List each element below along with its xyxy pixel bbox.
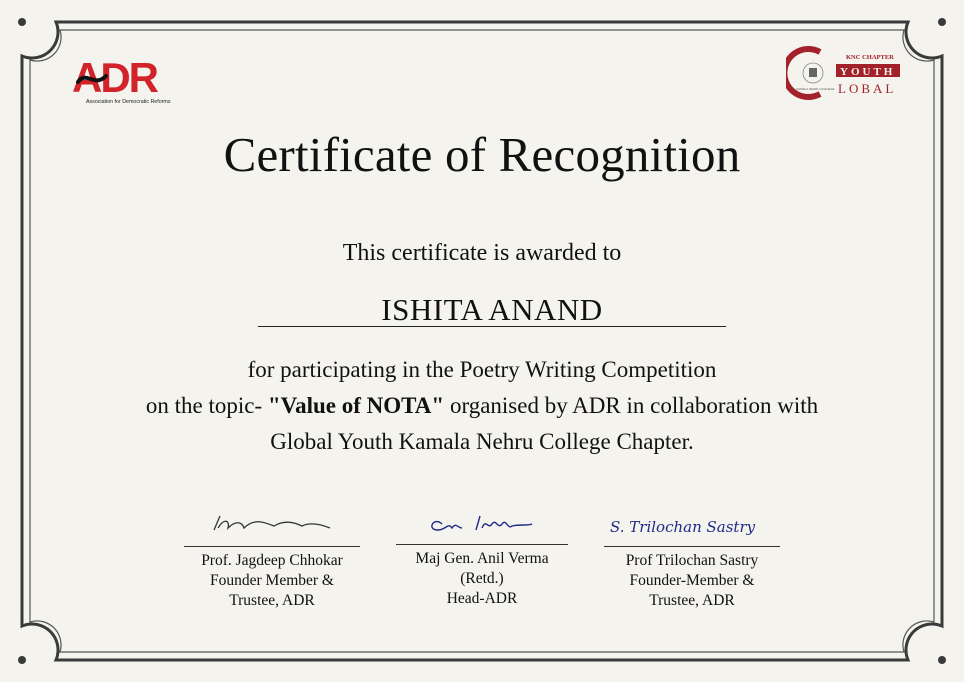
- adr-logo: [72, 56, 188, 106]
- body-line-1: for participating in the Poetry Writing Competition: [247, 357, 717, 382]
- body-line-2: on the topic- "Value of NOTA" organised by ADR in collaboration with: [145, 393, 819, 418]
- awarded-to-text: This certificate is awarded to: [342, 240, 622, 266]
- certificate-body: [0, 352, 964, 460]
- signature-block-chhokar: Prof. Jagdeep Chhokar Founder Member & Trustee, ADR: [184, 510, 360, 611]
- signatory-name: Prof. Jagdeep Chhokar: [201, 552, 343, 569]
- certificate-title: Certificate of Recognition: [223, 127, 741, 182]
- signatory-name: Maj Gen. Anil Verma: [415, 550, 549, 567]
- signature-chhokar-icon: [184, 510, 360, 540]
- global-youth-logo: [786, 44, 902, 100]
- signatory-name: Prof Trilochan Sastry: [625, 552, 759, 569]
- svg-text:S. Trilochan Sastry: S. Trilochan Sastry: [610, 518, 756, 536]
- signature-sastry-icon: [604, 510, 780, 540]
- adr-logo-text: ADR: [72, 56, 157, 101]
- signature-block-verma: Maj Gen. Anil Verma (Retd.) Head-ADR: [396, 508, 568, 609]
- svg-text:KAMALA NEHRU COLLEGE: KAMALA NEHRU COLLEGE: [796, 87, 835, 91]
- adr-tagline: Association for Democratic Reforms: [86, 99, 171, 105]
- chapter-label: KNC CHAPTER: [846, 54, 894, 61]
- signature-block-sastry: S. Trilochan Sastry Prof Trilochan Sastry Founder-Member & Trustee, ADR: [604, 510, 780, 611]
- body-line-3: Global Youth Kamala Nehru College Chapter.: [270, 429, 694, 454]
- lobal-label: LOBAL: [838, 81, 897, 96]
- signature-verma-icon: [396, 508, 568, 538]
- recipient-name: ISHITA ANAND: [381, 292, 603, 327]
- topic-title: "Value of NOTA": [267, 393, 445, 418]
- recipient-underline: [258, 326, 726, 327]
- youth-label: YOUTH: [840, 66, 896, 78]
